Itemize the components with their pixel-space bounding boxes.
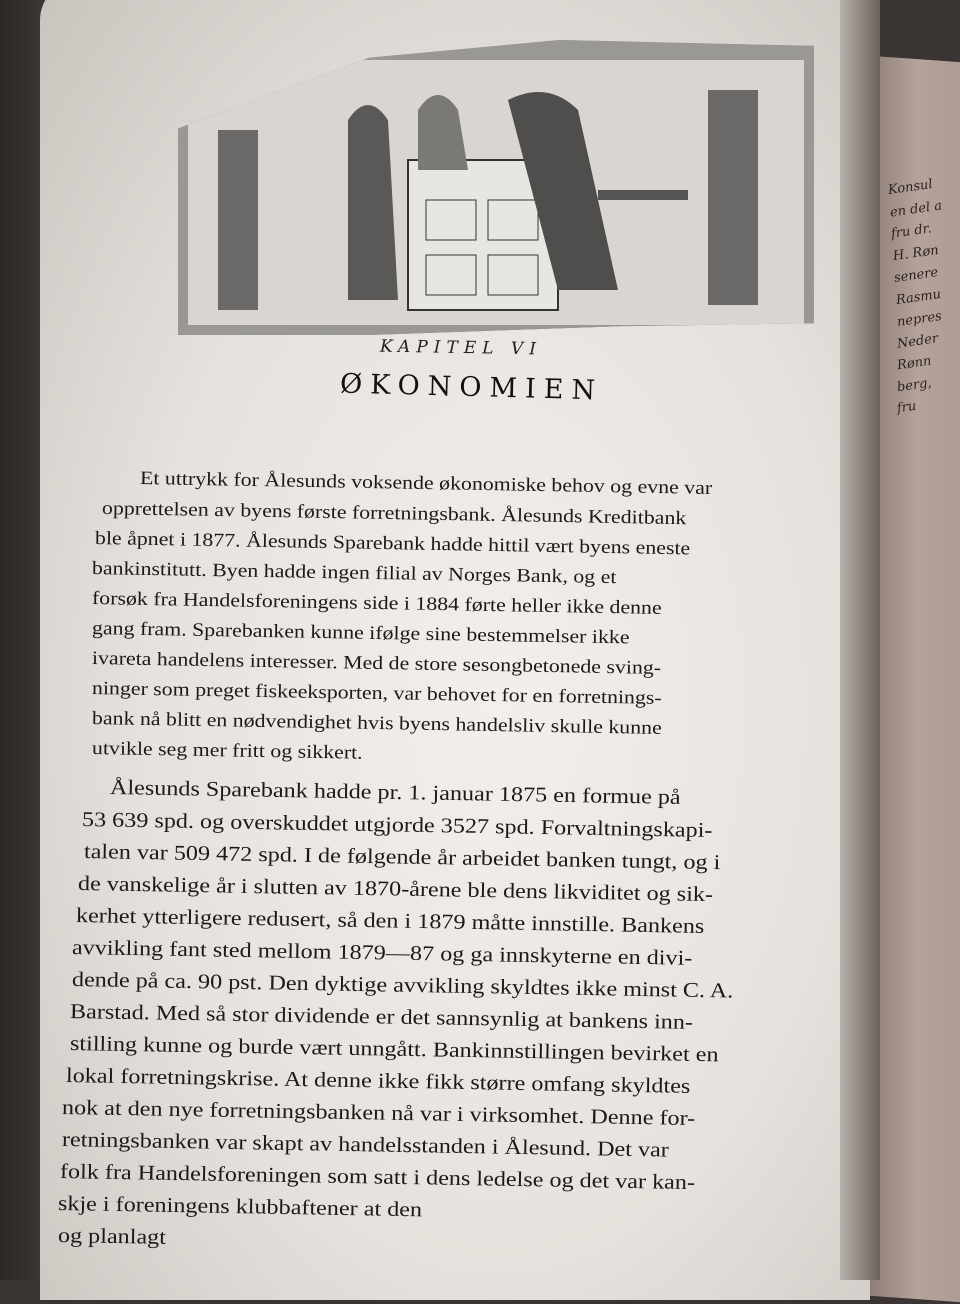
text-line: ivareta handelens interesser. Med de store sesongbetonede sving- [91,648,662,679]
chapter-label: KAPITEL VI [379,336,543,360]
page-gutter [840,0,880,1280]
margin-note: berg, [896,375,933,396]
margin-note: Rønn [896,353,933,374]
text-line: bankinstitutt. Byen hadde ingen filial av Norges Bank, og et [91,558,617,589]
text-line: utvikle seg mer fritt og sikkert. [91,738,363,764]
chapter-title: ØKONOMIEN [339,368,604,407]
margin-note: H. Røn [891,242,940,265]
text-line: avvikling fant sted mellom 1879—87 og ga innskyterne en divi- [71,935,693,970]
text-line: forsøk fra Handelsforeningens side i 1884 førte heller ikke denne [91,588,662,619]
margin-note: senere [893,264,940,287]
text-line: ninger som preget fiskeeksporten, var behovet for en forretnings- [91,678,662,709]
text-line: Ålesunds Sparebank hadde pr. 1. januar 1875 en formue på [109,775,681,809]
margin-note: Konsul [887,176,934,199]
text-line: gang fram. Sparebanken kunne ifølge sine bestemmelser ikke [91,618,630,649]
margin-note: en del a [888,198,943,221]
text-line: nok at den nye forretningsbanken nå var i virksomhet. Denne for- [61,1095,696,1131]
text-line: skje i foreningens klubbaftener at den [57,1191,423,1222]
text-line: opprettelsen av byens første forretningsbank. Ålesunds Kreditbank [101,498,687,530]
text-line: Barstad. Med så stor dividende er det sannsynlig at bankens inn- [69,999,694,1034]
text-line: dende på ca. 90 pst. Den dyktige avvikling skyldtes ikke minst C. A. [71,967,734,1003]
text-line: retningsbanken var skapt av handelsstanden i Ålesund. Det var [61,1127,670,1162]
text-line: folk fra Handelsforeningen som satt i dens ledelse og det var kan- [59,1159,696,1195]
margin-note: fru dr. [890,221,933,242]
text-line: ble åpnet i 1877. Ålesunds Sparebank hadde hittil vært byens eneste [94,528,691,560]
margin-note: fru [895,398,918,417]
text-line: bank nå blitt en nødvendighet hvis byens handelsliv skulle kunne [91,708,662,739]
text-line: Et uttrykk for Ålesunds voksende økonomiske behov og evne var [139,468,713,499]
facing-page [870,56,960,1304]
text-line: og planlagt [57,1223,167,1249]
text-line: talen var 509 472 spd. I de følgende år arbeidet banken tungt, og i [83,839,721,875]
text-line: kerhet ytterligere redusert, så den i 1879 måtte innstille. Bankens [75,903,705,938]
margin-note: nepres [896,308,943,331]
text-line: stilling kunne og burde vært unngått. Bankinnstillingen bevirket en [69,1031,719,1067]
text-line: lokal forretningskrise. At denne ikke fikk større omfang skyldtes [65,1063,691,1098]
text-line: de vanskelige år i slutten av 1870-årene ble dens likviditet og sik- [77,871,714,907]
margin-note: Rasmu [894,286,942,309]
text-line: 53 639 spd. og overskuddet utgjorde 3527 spd. Forvaltningskapi- [81,807,713,843]
margin-note: Neder [896,331,940,352]
